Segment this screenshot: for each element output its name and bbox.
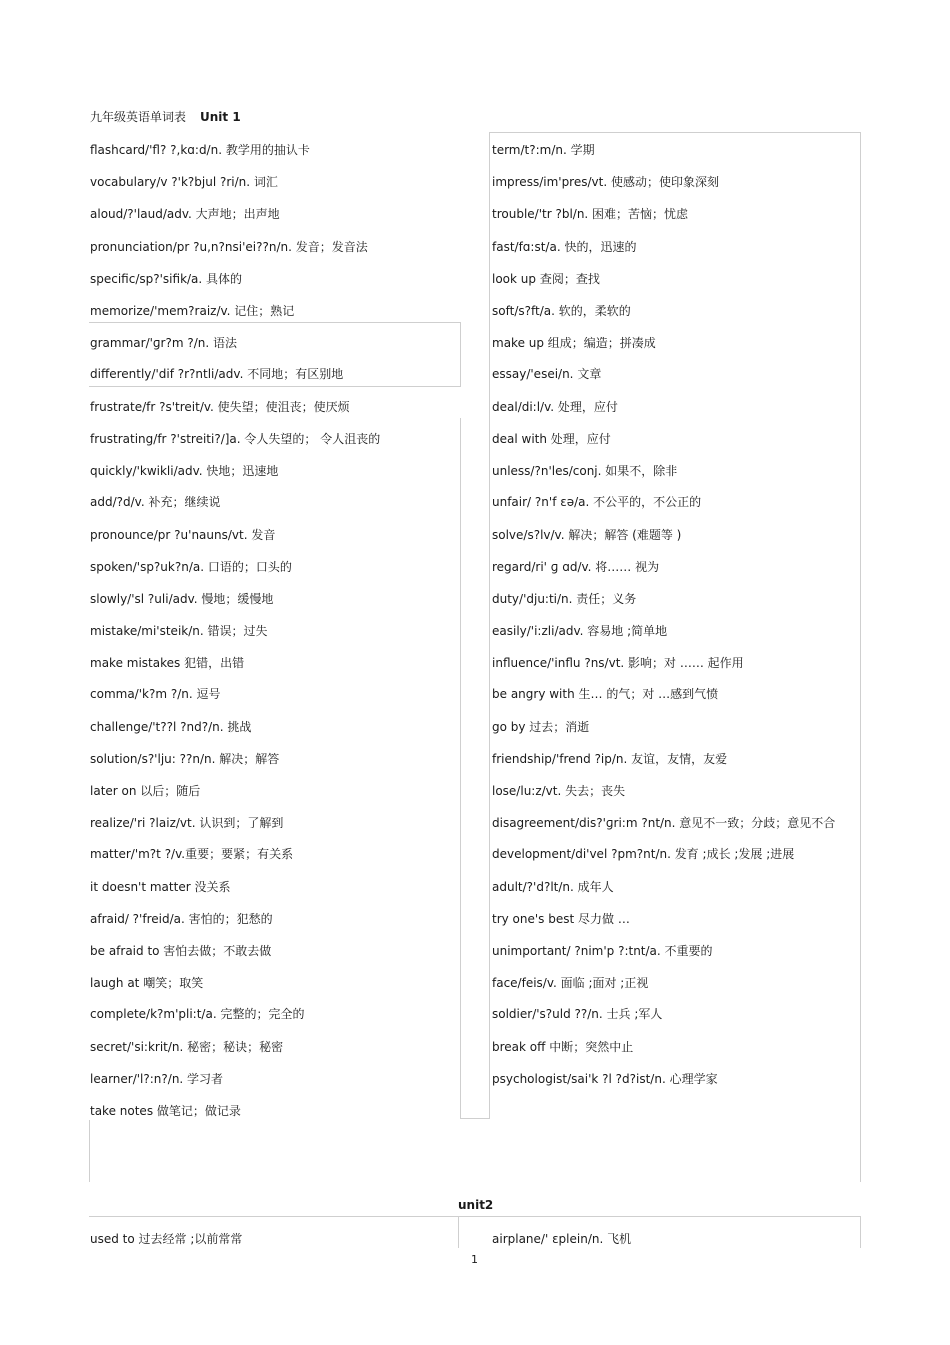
vocab-entry: challenge/'t??l ?nd?/n. 挑战 — [90, 720, 252, 734]
table-line — [458, 1216, 459, 1248]
page-title — [90, 108, 241, 125]
vocab-entry: add/?d/v. 补充；继续说 — [90, 495, 221, 509]
vocab-entry: frustrate/fr ?s'treit/v. 使失望；使沮丧；使厌烦 — [90, 400, 350, 414]
vocab-entry: lose/lu:z/vt. 失去；丧失 — [492, 784, 626, 798]
vocab-entry: try one's best 尽力做 … — [492, 912, 630, 926]
vocab-entry: later on 以后；随后 — [90, 784, 201, 798]
table-line — [860, 1216, 861, 1248]
vocab-entry: unimportant/ ?nim'p ?:tnt/a. 不重要的 — [492, 944, 713, 958]
vocab-entry: solution/s?'lju: ??n/n. 解决；解答 — [90, 752, 280, 766]
vocab-entry: complete/k?m'pli:t/a. 完整的；完全的 — [90, 1007, 305, 1021]
vocab-entry: make mistakes 犯错，出错 — [90, 656, 245, 670]
vocab-entry: impress/im'pres/vt. 使感动；使印象深刻 — [492, 175, 719, 189]
vocab-entry: make up 组成；编造；拼凑成 — [492, 336, 656, 350]
vocab-entry: afraid/ ?'freid/a. 害怕的；犯愁的 — [90, 912, 273, 926]
vocab-entry: flashcard/'fl? ?,kɑ:d/n. 教学用的抽认卡 — [90, 143, 310, 157]
vocab-entry: soft/s?ft/a. 软的，柔软的 — [492, 304, 631, 318]
vocab-entry: memorize/'mem?raiz/v. 记住；熟记 — [90, 304, 295, 318]
vocab-entry: disagreement/dis?'ɡri:m ?nt/n. 意见不一致；分歧；意见不合 — [492, 816, 836, 830]
vocab-entry: learner/'l?:n?/n. 学习者 — [90, 1072, 224, 1086]
vocab-entry: slowly/'sl ?uli/adv. 慢地；缓慢地 — [90, 592, 274, 606]
vocab-entry: duty/'dju:ti/n. 责任；义务 — [492, 592, 637, 606]
vocab-entry: essay/'esei/n. 文章 — [492, 367, 602, 381]
vocab-entry: solve/s?lv/v. 解决；解答 (难题等 ) — [492, 528, 682, 542]
vocab-entry: comma/'k?m ?/n. 逗号 — [90, 687, 221, 701]
vocab-entry: quickly/'kwikli/adv. 快地；迅速地 — [90, 464, 279, 478]
vocab-entry: unless/?n'les/conj. 如果不，除非 — [492, 464, 678, 478]
vocab-entry: it doesn't matter 没关系 — [90, 880, 231, 894]
unit2-heading: unit2 — [458, 1198, 494, 1212]
vocab-entry: laugh at 嘲笑；取笑 — [90, 976, 204, 990]
vocab-entry: fast/fɑ:st/a. 快的，迅速的 — [492, 240, 637, 254]
title-text: 九年级英语单词表 — [90, 110, 187, 124]
vocab-entry: frustrating/fr ?'streiti?/]a. 令人失望的； 令人沮丧的 — [90, 432, 381, 446]
vocab-entry: easily/'i:zli/adv. 容易地 ;简单地 — [492, 624, 668, 638]
vocab-entry: aloud/?'laud/adv. 大声地；出声地 — [90, 207, 280, 221]
table-line — [860, 132, 861, 1182]
vocab-entry: term/t?:m/n. 学期 — [492, 143, 595, 157]
vocab-entry: look up 查阅；查找 — [492, 272, 600, 286]
table-line — [89, 322, 461, 323]
vocab-entry: friendship/'frend ?ip/n. 友谊，友情，友爱 — [492, 752, 728, 766]
vocab-entry: airplane/' ɛplein/n. 飞机 — [492, 1232, 632, 1246]
vocab-entry: vocabulary/v ?'k?bjul ?ri/n. 词汇 — [90, 175, 278, 189]
page-number: 1 — [471, 1253, 478, 1266]
vocab-entry: realize/'ri ?laiz/vt. 认识到；了解到 — [90, 816, 284, 830]
vocab-entry: face/feis/v. 面临 ;面对 ;正视 — [492, 976, 649, 990]
vocab-entry: specific/sp?'sifik/a. 具体的 — [90, 272, 243, 286]
table-line — [460, 1118, 490, 1119]
vocab-entry: be afraid to 害怕去做；不敢去做 — [90, 944, 272, 958]
vocab-entry: regard/ri' ɡ ɑd/v. 将…… 视为 — [492, 560, 660, 574]
vocab-entry: deal/di:l/v. 处理，应付 — [492, 400, 618, 414]
vocab-entry: go by 过去；消逝 — [492, 720, 590, 734]
vocab-entry: pronounce/pr ?u'nauns/vt. 发音 — [90, 528, 276, 542]
vocab-entry: deal with 处理，应付 — [492, 432, 611, 446]
vocab-entry: secret/'si:krit/n. 秘密；秘诀；秘密 — [90, 1040, 284, 1054]
vocab-entry: be angry with 生… 的气；对 …感到气愤 — [492, 687, 719, 701]
table-line — [489, 132, 861, 133]
vocab-entry: pronunciation/pr ?u,n?nsi'ei??n/n. 发音；发音法 — [90, 240, 368, 254]
vocab-entry: development/di'vel ?pm?nt/n. 发育 ;成长 ;发展 ;进展 — [492, 847, 795, 861]
table-line — [460, 418, 461, 1118]
vocab-entry: matter/'m?t ?/v.重要；要紧；有关系 — [90, 847, 294, 861]
vocab-entry: psychologist/sai'k ?l ?d?ist/n. 心理学家 — [492, 1072, 718, 1086]
vocab-entry: soldier/'s?uld ??/n. 士兵 ;军人 — [492, 1007, 663, 1021]
table-line — [89, 1120, 90, 1182]
vocab-entry: take notes 做笔记；做记录 — [90, 1104, 241, 1118]
vocab-entry: trouble/'tr ?bl/n. 困难；苦恼；忧虑 — [492, 207, 689, 221]
vocab-entry: adult/?'d?lt/n. 成年人 — [492, 880, 614, 894]
table-line — [460, 322, 461, 386]
vocab-entry: unfair/ ?n'f ɛə/a. 不公平的，不公正的 — [492, 495, 702, 509]
vocab-entry: influence/'influ ?ns/vt. 影响；对 …… 起作用 — [492, 656, 744, 670]
table-line — [89, 1216, 861, 1217]
unit-label: Unit 1 — [200, 110, 241, 124]
vocab-entry: used to 过去经常 ;以前常常 — [90, 1232, 243, 1246]
table-line — [489, 132, 490, 1118]
table-line — [89, 386, 461, 387]
vocab-entry: differently/'dif ?r?ntli/adv. 不同地；有区别地 — [90, 367, 344, 381]
vocab-entry: break off 中断；突然中止 — [492, 1040, 634, 1054]
vocab-entry: spoken/'sp?uk?n/a. 口语的；口头的 — [90, 560, 292, 574]
vocab-entry: grammar/'ɡr?m ?/n. 语法 — [90, 336, 237, 350]
vocab-entry: mistake/mi'steik/n. 错误；过失 — [90, 624, 268, 638]
